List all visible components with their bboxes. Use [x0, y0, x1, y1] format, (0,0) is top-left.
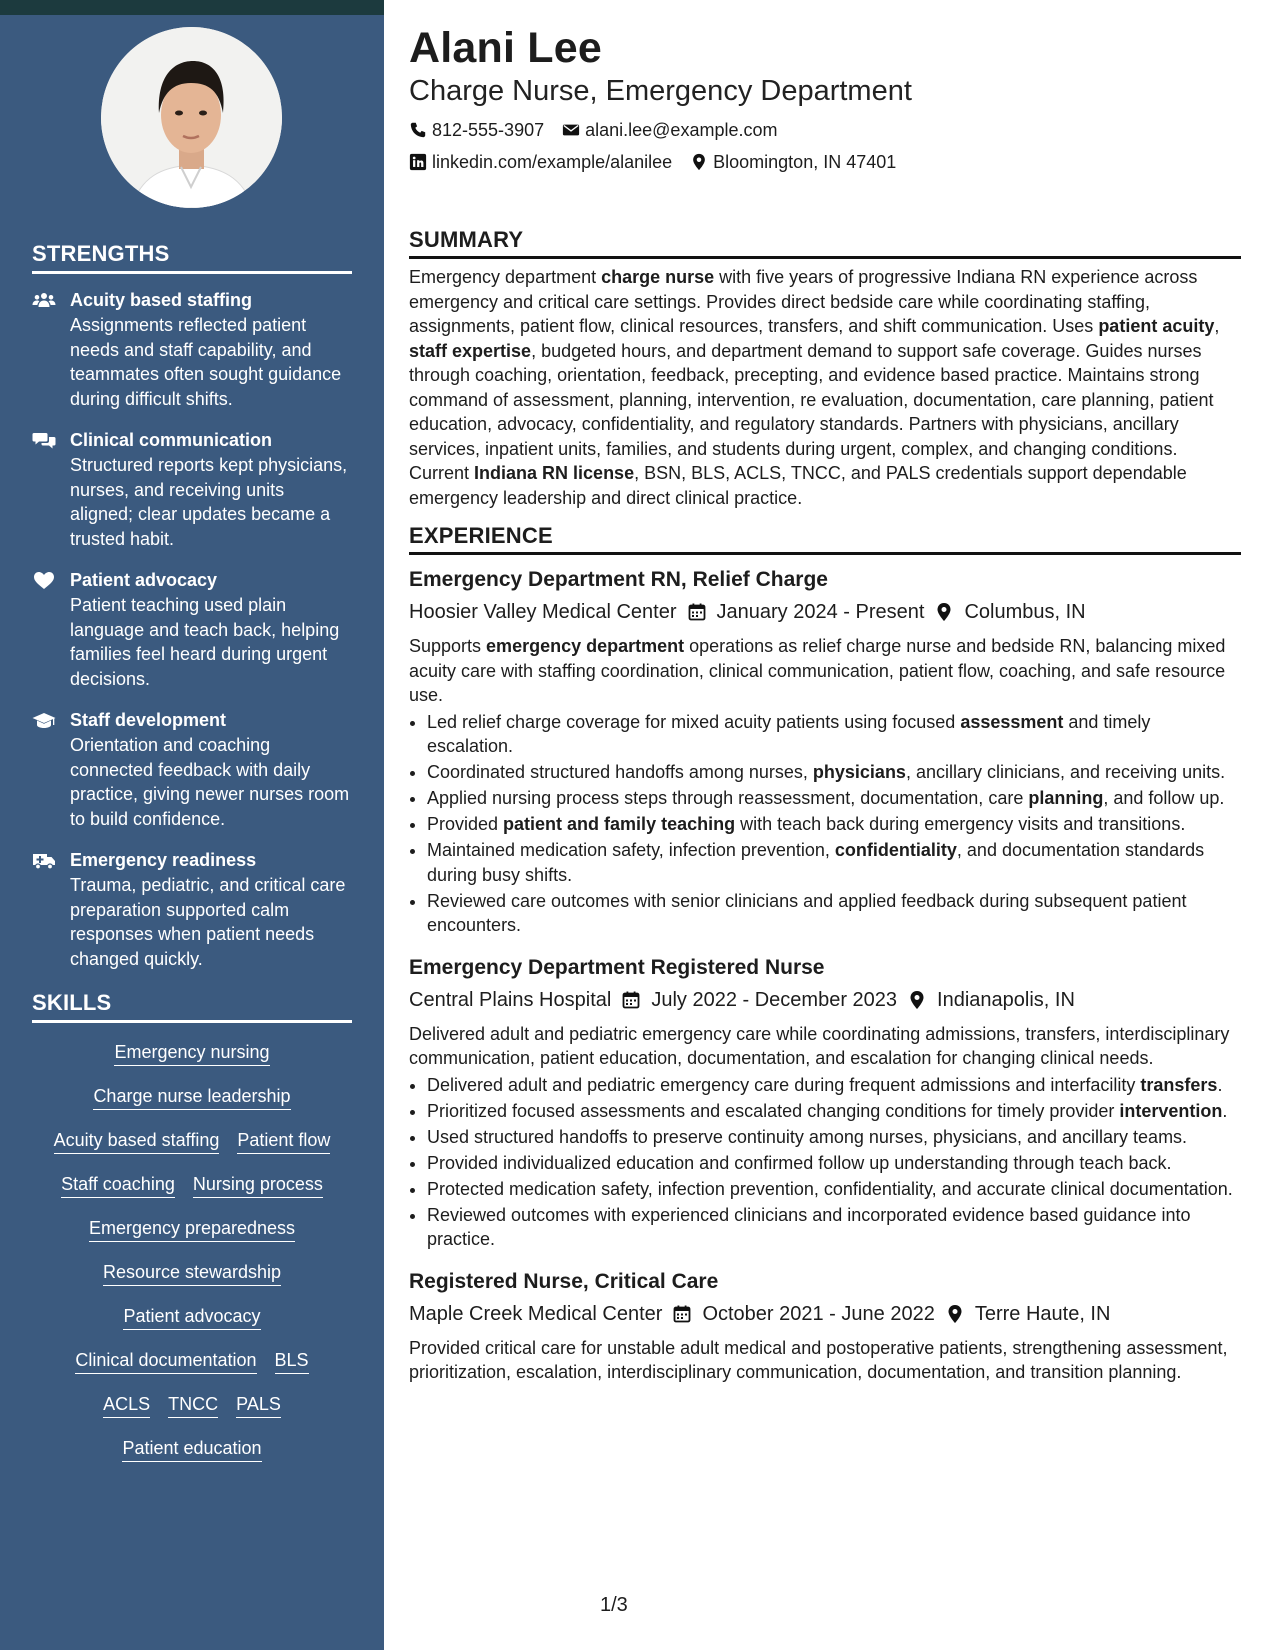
envelope-icon [562, 121, 580, 139]
strength-text [70, 848, 352, 971]
summary-text: Emergency department charge nurse with five years of progressive Indiana RN experience across emergency and critical care settings. Provides direct bedside care while coordinating staffing, assignments, patient flow, clinical resources, transfers, and shift communication. Uses patient acuity, staff expertise, budgeted hours, and department demand to support safe coverage. Guides nurses through coaching, orientation, feedback, precepting, and evidence based practice. Maintains strong command of assessment, planning, intervention, re evaluation, documentation, care planning, patient education, advocacy, confidentiality, and regulatory standards. Partners with physicians, ancillary services, inpatient units, families, and students during urgent, complex, and changing conditions. Current Indiana RN license, BSN, BLS, ACLS, TNCC, and PALS credentials support dependable emergency leadership and direct clinical practice. [409, 267, 1220, 508]
strengths-list [32, 288, 352, 971]
strength-text [70, 568, 352, 691]
skill-tag: Charge nurse leadership [93, 1085, 290, 1110]
skills-section [32, 990, 352, 1481]
strength-text [70, 288, 352, 411]
summary-heading: SUMMARY [409, 226, 1241, 259]
map-pin-icon [907, 990, 927, 1010]
job-location: Terre Haute, IN [974, 1302, 1111, 1325]
job-entry [409, 566, 1241, 938]
job-meta [409, 598, 1241, 626]
job-title: Emergency Department RN, Relief Charge [409, 568, 828, 591]
skill-row [32, 1393, 352, 1418]
skill-tag: Patient education [122, 1437, 261, 1462]
strength-title: Patient advocacy [70, 570, 218, 590]
job-bullet: • Used structured handoffs to preserve continuity among nurses, physicians, and ancillary teams. [427, 1125, 1241, 1150]
strengths-heading: STRENGTHS [32, 241, 352, 274]
strength-item [32, 568, 352, 691]
strength-icon-wrap [32, 848, 70, 971]
strength-icon-wrap [32, 568, 70, 691]
strength-title: Emergency readiness [70, 850, 257, 870]
strength-title: Clinical communication [70, 430, 273, 450]
job-bullet: • Delivered adult and pediatric emergency care during frequent admissions and interfacility transfers. [427, 1073, 1241, 1098]
main-content [409, 22, 1241, 1385]
job-location: Indianapolis, IN [937, 988, 1075, 1011]
email-contact[interactable] [562, 114, 777, 146]
chat-icon [32, 430, 56, 450]
location-contact [690, 146, 896, 178]
job-description: Delivered adult and pediatric emergency care while coordinating admissions, transfers, interdisciplinary communication, patient education, documentation, and escalation for changing clinical needs. [409, 1023, 1230, 1068]
job-bullet: • Provided patient and family teaching with teach back during emergency visits and transitions. [427, 812, 1241, 837]
skill-tag: Resource stewardship [103, 1261, 281, 1286]
job-employer: Central Plains Hospital [409, 988, 612, 1011]
job-description: Provided critical care for unstable adult medical and postoperative patients, strengthening assessment, prioritization, escalation, interdisciplinary communication, documentation, and transition planning. [409, 1337, 1228, 1382]
strength-description: Patient teaching used plain language and teach back, helping families feel heard during urgent decisions. [70, 595, 340, 689]
job-title: Registered Nurse, Critical Care [409, 1269, 719, 1293]
strength-description: Structured reports kept physicians, nurses, and receiving units aligned; clear updates became a trusted habit. [70, 455, 348, 549]
phone-icon [409, 121, 427, 139]
job-entry [409, 1268, 1241, 1385]
candidate-name: Alani Lee [409, 24, 602, 72]
calendar-icon [672, 1304, 692, 1324]
job-dates: October 2021 - June 2022 [702, 1302, 935, 1325]
job-bullet: • Coordinated structured handoffs among nurses, physicians, ancillary clinicians, and receiving units. [427, 760, 1241, 785]
skill-row [32, 1217, 352, 1242]
skill-row [32, 1173, 352, 1198]
job-bullet: • Provided individualized education and confirmed follow up understanding through teach back. [427, 1151, 1241, 1176]
strength-text [70, 708, 352, 831]
sidebar [0, 0, 384, 1650]
job-employer: Maple Creek Medical Center [409, 1302, 663, 1325]
skill-tag: Nursing process [193, 1173, 323, 1198]
contact-row-1 [409, 114, 1241, 146]
job-entry [409, 954, 1241, 1252]
skill-tag: PALS [236, 1393, 281, 1418]
skill-tag: TNCC [168, 1393, 218, 1418]
strength-icon-wrap [32, 428, 70, 551]
job-bullet: • Protected medication safety, infection prevention, confidentiality, and accurate clinical documentation. [427, 1177, 1241, 1202]
strength-item [32, 708, 352, 831]
strength-title: Acuity based staffing [70, 290, 253, 310]
job-bullets [409, 1073, 1241, 1252]
candidate-title: Charge Nurse, Emergency Department [409, 75, 912, 107]
job-employer: Hoosier Valley Medical Center [409, 601, 677, 623]
map-pin-icon [934, 602, 954, 622]
ambulance-icon [32, 850, 56, 870]
strength-item [32, 288, 352, 411]
job-description: Supports emergency department operations as relief charge nurse and bedside RN, balancing mixed acuity care with staffing coordination, clinical communication, patient flow, coaching, and safe resource use. [409, 636, 1226, 705]
strength-description: Assignments reflected patient needs and staff capability, and teammates often sought guidance during difficult shifts. [70, 315, 342, 409]
strength-description: Trauma, pediatric, and critical care preparation supported calm responses when patient needs changed quickly. [70, 875, 346, 969]
skill-tag: BLS [275, 1349, 309, 1374]
skill-tag: Clinical documentation [75, 1349, 256, 1374]
job-bullet: • Led relief charge coverage for mixed acuity patients using focused assessment and timely escalation. [427, 710, 1241, 759]
skills-list [32, 1041, 352, 1462]
map-pin-icon [945, 1304, 965, 1324]
skill-row [32, 1261, 352, 1286]
job-dates: January 2024 - Present [716, 601, 925, 623]
job-dates: July 2022 - December 2023 [651, 988, 898, 1011]
strength-title: Staff development [70, 710, 227, 730]
skill-row [32, 1305, 352, 1330]
profile-photo [101, 27, 282, 208]
skill-tag: Staff coaching [61, 1173, 175, 1198]
phone-text: 812-555-3907 [432, 120, 545, 140]
graduation-cap-icon [32, 710, 56, 730]
skill-row [32, 1129, 352, 1154]
users-icon [32, 290, 56, 310]
contact-row-2 [409, 146, 1241, 178]
experience-list [409, 566, 1241, 1385]
skill-tag: ACLS [103, 1393, 150, 1418]
map-pin-icon [690, 153, 708, 171]
profile-photo-image [101, 27, 282, 208]
job-meta [409, 1300, 1241, 1328]
strengths-section [32, 241, 352, 988]
job-bullets [409, 710, 1241, 938]
email-text: alani.lee@example.com [585, 120, 778, 140]
job-bullet: • Applied nursing process steps through reassessment, documentation, care planning, and follow up. [427, 786, 1241, 811]
strength-item [32, 848, 352, 971]
skill-tag: Patient advocacy [123, 1305, 260, 1330]
skills-heading: SKILLS [32, 990, 352, 1023]
skill-row [32, 1437, 352, 1462]
phone-contact[interactable] [409, 114, 544, 146]
skill-tag: Emergency nursing [114, 1041, 269, 1066]
heart-icon [32, 570, 56, 590]
job-bullet: • Reviewed outcomes with experienced clinicians and incorporated evidence based guidance into practice. [427, 1203, 1241, 1252]
sidebar-top-bar [0, 0, 384, 15]
experience-heading: EXPERIENCE [409, 522, 1241, 555]
linkedin-icon [409, 153, 427, 171]
location-text: Bloomington, IN 47401 [713, 152, 897, 172]
calendar-icon [621, 990, 641, 1010]
skill-tag: Patient flow [237, 1129, 330, 1154]
linkedin-text: linkedin.com/example/alanilee [432, 152, 673, 172]
skill-row [32, 1041, 352, 1066]
skill-tag: Acuity based staffing [54, 1129, 220, 1154]
strength-icon-wrap [32, 708, 70, 831]
linkedin-contact[interactable] [409, 146, 672, 178]
job-bullet: • Maintained medication safety, infection prevention, confidentiality, and documentation standards during busy shifts. [427, 838, 1241, 887]
strength-icon-wrap [32, 288, 70, 411]
job-location: Columbus, IN [964, 601, 1086, 623]
skill-row [32, 1349, 352, 1374]
job-title: Emergency Department Registered Nurse [409, 955, 825, 979]
job-bullet: • Reviewed care outcomes with senior clinicians and applied feedback during subsequent patient encounters. [427, 889, 1241, 938]
strength-text [70, 428, 352, 551]
strength-item [32, 428, 352, 551]
job-bullet: • Prioritized focused assessments and escalated changing conditions for timely provider intervention. [427, 1099, 1241, 1124]
page-number: 1/3 [600, 1594, 628, 1616]
skill-tag: Emergency preparedness [89, 1217, 295, 1242]
strength-description: Orientation and coaching connected feedback with daily practice, giving newer nurses room to build confidence. [70, 735, 350, 829]
calendar-icon [687, 602, 707, 622]
job-meta [409, 986, 1241, 1014]
skill-row [32, 1085, 352, 1110]
